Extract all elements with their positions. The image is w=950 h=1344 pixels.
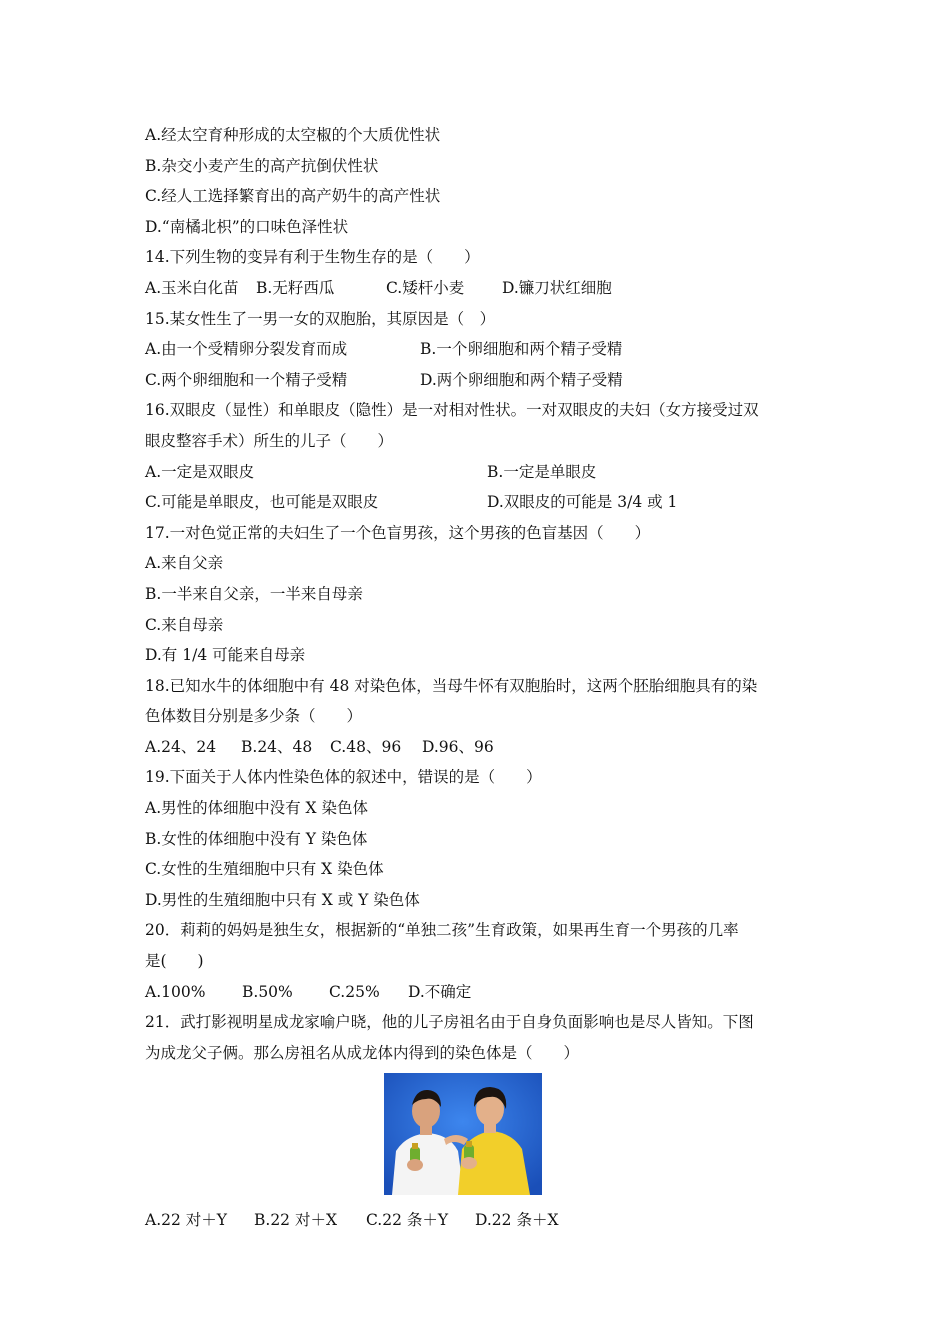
q15-option-b: B.一个卵细胞和两个精子受精 <box>420 340 623 359</box>
q13-option-b: B.杂交小麦产生的高产抗倒伏性状 <box>145 156 379 175</box>
q20-option-c: C.25% <box>329 982 380 1001</box>
question-17: 17.一对色觉正常的夫妇生了一个色盲男孩，这个男孩的色盲基因（ ） <box>145 523 651 542</box>
question-21-line1: 21．武打影视明星成龙家喻户晓，他的儿子房祖名由于自身负面影响也是尽人皆知。下图 <box>145 1013 754 1032</box>
q17-option-b: B.一半来自父亲，一半来自母亲 <box>145 584 363 603</box>
q19-option-c: C.女性的生殖细胞中只有 X 染色体 <box>145 860 384 879</box>
question-18-line2: 色体数目分别是多少条（ ） <box>145 707 363 726</box>
q14-option-a: A.玉米白化苗 <box>145 278 239 297</box>
q14-option-d: D.镰刀状红细胞 <box>502 278 612 297</box>
question-14: 14.下列生物的变异有利于生物生存的是（ ） <box>145 248 480 267</box>
question-15: 15.某女性生了一男一女的双胞胎，其原因是（ ） <box>145 309 496 328</box>
question-16-line2: 眼皮整容手术）所生的儿子（ ） <box>145 431 394 450</box>
q19-option-a: A.男性的体细胞中没有 X 染色体 <box>145 799 369 818</box>
q14-option-b: B.无籽西瓜 <box>256 278 335 297</box>
question-20-line2: 是( ) <box>145 952 204 971</box>
q20-option-b: B.50% <box>242 982 293 1001</box>
q21-options <box>145 1205 810 1236</box>
q20-option-a: A.100% <box>145 982 206 1001</box>
q16-options-row2 <box>145 487 810 518</box>
question-21-line2: 为成龙父子俩。那么房祖名从成龙体内得到的染色体是（ ） <box>145 1043 580 1062</box>
question-18-line1: 18.已知水牛的体细胞中有 48 对染色体，当母牛怀有双胞胎时，这两个胚胎细胞具有的染 <box>145 676 758 695</box>
q21-option-d: D.22 条＋X <box>475 1211 559 1230</box>
q17-option-a: A.来自父亲 <box>145 554 224 573</box>
q18-option-b: B.24、48 <box>241 737 313 756</box>
q16-option-d: D.双眼皮的可能是 3/4 或 1 <box>487 493 678 512</box>
q16-option-a: A.一定是双眼皮 <box>145 462 255 481</box>
q18-options <box>145 732 810 763</box>
q18-option-a: A.24、24 <box>145 737 217 756</box>
q20-options <box>145 977 810 1008</box>
q16-option-c: C.可能是单眼皮，也可能是双眼皮 <box>145 493 379 512</box>
q13-option-a: A.经太空育种形成的太空椒的个大质优性状 <box>145 126 441 144</box>
q16-option-b: B.一定是单眼皮 <box>487 462 597 481</box>
q21-option-c: C.22 条＋Y <box>366 1211 449 1230</box>
exam-content <box>145 120 810 1236</box>
q21-option-b: B.22 对＋X <box>254 1211 338 1230</box>
q13-option-c: C.经人工选择繁育出的高产奶牛的高产性状 <box>145 187 441 206</box>
q19-option-d: D.男性的生殖细胞中只有 X 或 Y 染色体 <box>145 890 420 909</box>
q16-options-row1 <box>145 457 810 488</box>
question-16-line1: 16.双眼皮（显性）和单眼皮（隐性）是一对相对性状。一对双眼皮的夫妇（女方接受过双 <box>145 401 759 420</box>
q17-option-c: C.来自母亲 <box>145 615 224 634</box>
question-20-line1: 20．莉莉的妈妈是独生女，根据新的“单独二孩”生育政策，如果再生育一个男孩的几率 <box>145 921 739 940</box>
q18-option-d: D.96、96 <box>422 737 494 756</box>
q15-option-a: A.由一个受精卵分裂发育而成 <box>145 340 348 359</box>
q18-option-c: C.48、96 <box>330 737 402 756</box>
q14-options <box>145 273 810 304</box>
q15-options-row1 <box>145 334 810 365</box>
q15-options-row2 <box>145 365 810 396</box>
q14-option-c: C.矮杆小麦 <box>386 278 465 297</box>
q13-option-d: D.“南橘北枳”的口味色泽性状 <box>145 217 349 236</box>
q17-option-d: D.有 1/4 可能来自母亲 <box>145 646 306 665</box>
father-son-photo <box>384 1073 542 1195</box>
question-19: 19.下面关于人体内性染色体的叙述中，错误的是（ ） <box>145 768 542 787</box>
q15-option-d: D.两个卵细胞和两个精子受精 <box>420 370 623 389</box>
q15-option-c: C.两个卵细胞和一个精子受精 <box>145 370 348 389</box>
photo-container <box>115 1068 810 1205</box>
q19-option-b: B.女性的体细胞中没有 Y 染色体 <box>145 829 368 848</box>
q20-option-d: D.不确定 <box>408 982 472 1001</box>
q21-option-a: A.22 对＋Y <box>145 1211 228 1230</box>
